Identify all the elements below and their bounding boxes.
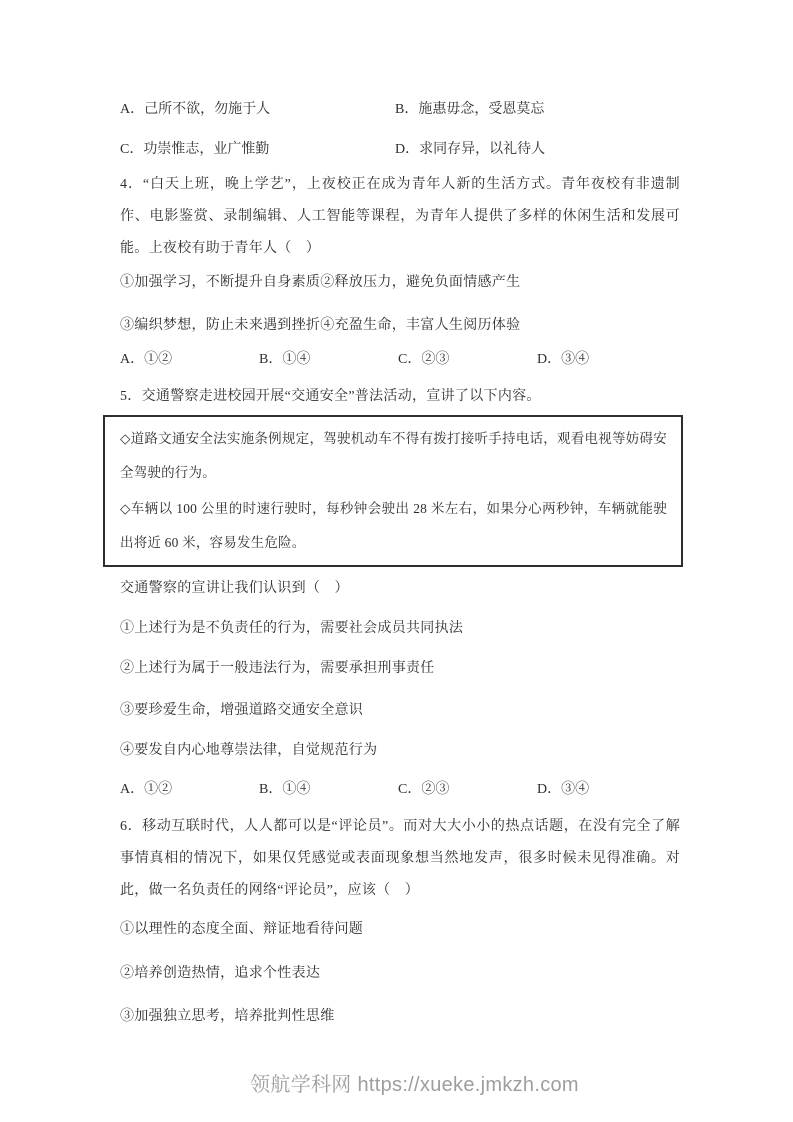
- watermark: [0, 1070, 793, 1100]
- option-d: D．③④: [537, 352, 590, 367]
- option-b: B．①④: [259, 782, 311, 797]
- option-b: B．①④: [259, 352, 311, 367]
- question-4-answer-options: [120, 344, 680, 376]
- question-6-statement-3: ③加强独立思考，培养批判性思维: [120, 1009, 335, 1024]
- option-a: A．己所不欲，勿施于人: [120, 102, 271, 117]
- question-6-statement-1: ①以理性的态度全面、辩证地看待问题: [120, 922, 364, 937]
- option-b: B．施惠毋念，受恩莫忘: [395, 102, 545, 117]
- question-4-statements-1-2: ①加强学习，不断提升自身素质②释放压力，避免负面情感产生: [120, 275, 521, 290]
- notice-item-1: ◇道路文通安全法实施条例规定，驾驶机动车不得有拨打接听手持电话，观看电视等妨碍安全驾驶的行为。: [120, 431, 667, 480]
- question-5-statement-3: ③要珍爱生命，增强道路交通安全意识: [120, 703, 364, 718]
- option-c: C．②③: [398, 352, 450, 367]
- question-5-stem: 5．交通警察走进校园开展“交通安全”普法活动，宣讲了以下内容。: [120, 389, 541, 404]
- question-5-answer-options: [120, 774, 680, 806]
- traffic-safety-notice-box: [103, 415, 683, 567]
- option-c: C．②③: [398, 782, 450, 797]
- prior-question-options-row-2: [120, 134, 680, 166]
- notice-item-2: ◇车辆以 100 公里的时速行驶时，每秒钟会驶出 28 米左右，如果分心两秒钟，车辆就能驶出将近 60 米，容易发生危险。: [120, 501, 667, 550]
- question-6-stem: 6．移动互联时代，人人都可以是“评论员”。而对大大小小的热点话题，在没有完全了解事情真相的情况下，如果仅凭感觉或表面现象想当然地发声，很多时候未见得准确。对此，做一名负责任的网络“评论员”，应该（ ）: [120, 819, 680, 898]
- question-6-statement-2: ②培养创造热情，追求个性表达: [120, 966, 321, 981]
- question-5-statement-4: ④要发自内心地尊崇法律，自觉规范行为: [120, 743, 378, 758]
- question-5-lead: 交通警察的宣讲让我们认识到（ ）: [120, 581, 349, 596]
- question-5-statement-1: ①上述行为是不负责任的行为，需要社会成员共同执法: [120, 621, 464, 636]
- option-d: D．求同存异，以礼待人: [395, 142, 546, 157]
- question-5-statement-2: ②上述行为属于一般违法行为，需要承担刑事责任: [120, 661, 435, 676]
- question-4-stem: 4．“白天上班，晚上学艺”，上夜校正在成为青年人新的生活方式。青年夜校有非遗制作、电影鉴赏、录制编辑、人工智能等课程，为青年人提供了多样的休闲生活和发展可能。上夜校有助于青年人（ ）: [120, 177, 680, 256]
- question-4-statements-3-4: ③编织梦想，防止未来遇到挫折④充盈生命，丰富人生阅历体验: [120, 318, 521, 333]
- option-a: A．①②: [120, 352, 173, 367]
- watermark-text: 领航学科网 https://xueke.jmkzh.com: [250, 1074, 579, 1096]
- option-c: C．功崇惟志，业广惟勤: [120, 142, 270, 157]
- option-a: A．①②: [120, 782, 173, 797]
- option-d: D．③④: [537, 782, 590, 797]
- prior-question-options-row-1: [120, 94, 680, 126]
